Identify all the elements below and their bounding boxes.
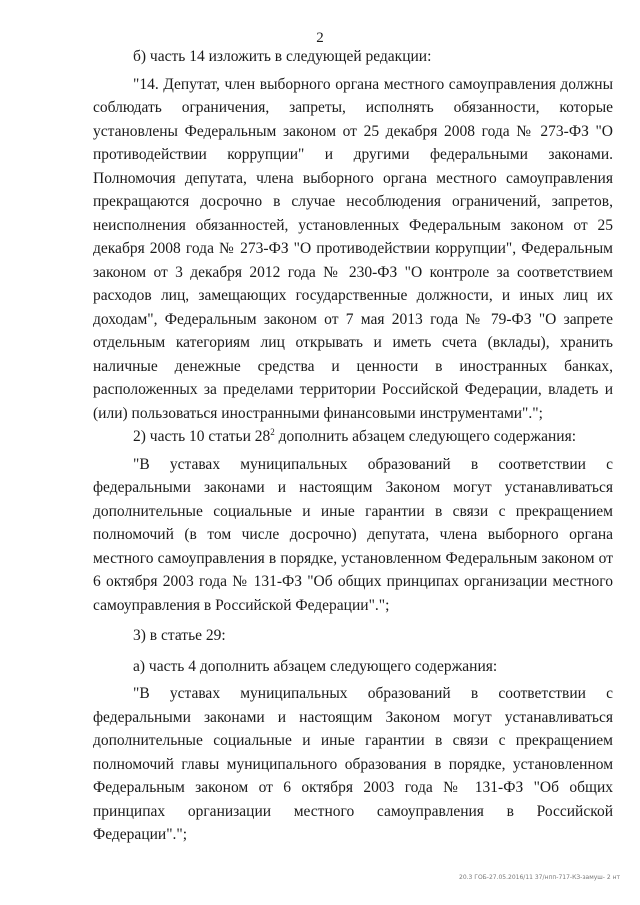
paragraph-guarantees-deputy: "В уставах муниципальных образований в соответствии с федеральными законами и настоящим Законом могут устанавливаться дополнительные социальные и иные гарантии в связи с прекращением полномочий (в том числе досрочно) депутата, члена выборного органа местного самоуправления в порядке, установленном Федеральным законом от 6 октября 2003 года № 131-ФЗ "Об общих принципах организации местного самоуправления в Российской Федерации".";: [93, 455, 613, 614]
paragraph-item-3: 3) в статье 29:: [133, 627, 226, 644]
paragraph-item-2: [93, 425, 613, 449]
paragraph-item-a: а) часть 4 дополнить абзацем следующего содержания:: [133, 657, 498, 675]
superscript: 2: [270, 427, 275, 437]
paragraph-item-b: б) часть 14 изложить в следующей редакции:: [133, 48, 432, 65]
footer-code: 20.3 ГОБ-27.05.2016/11 37/нпп-717-КЗ-замуш- 2 нт: [459, 874, 620, 881]
document-body: [93, 45, 613, 847]
page-number: 2: [316, 30, 324, 46]
paragraph-amendment-14: "14. Депутат, член выборного органа местного самоуправления должны соблюдать ограничения, запреты, исполнять обязанности, которые установлены Федеральным законом от 25 декабря 2008 года № 273-ФЗ "О противодействии коррупции" и другими федеральными законами. Полномочия депутата, члена выборного органа местного самоуправления прекращаются досрочно в случае несоблюдения ограничений, запретов, неисполнения обязанностей, установленных Федеральным законом от 25 декабря 2008 года № 273-ФЗ "О противодействии коррупции", Федеральным законом от 3 декабря 2012 года № 230-ФЗ "О контроле за соответствием расходов лиц, замещающих государственные должности, и иных лиц их доходам", Федеральным законом от 7 мая 2013 года № 79-ФЗ "О запрете отдельным категориям лиц открывать и иметь счета (вклады), хранить наличные денежные средства и ценности в иностранных банках, расположенных за пределами территории Российской Федерации, владеть и (или) пользоваться иностранными финансовыми инструментами".";: [93, 75, 613, 422]
paragraph-item-2-end: дополнить абзацем следующего содержания:: [274, 428, 577, 445]
paragraph-guarantees-head: "В уставах муниципальных образований в соответствии с федеральными законами и настоящим Законом могут устанавливаться дополнительные социальные и иные гарантии в связи с прекращением полномочий главы муниципального образования в порядке, установленном Федеральным законом от 6 октября 2003 года № 131-ФЗ "Об общих принципах организации местного самоуправления в Российской Федерации".";: [93, 685, 613, 843]
paragraph-item-2-start: 2) часть 10 статьи 28: [133, 428, 271, 445]
